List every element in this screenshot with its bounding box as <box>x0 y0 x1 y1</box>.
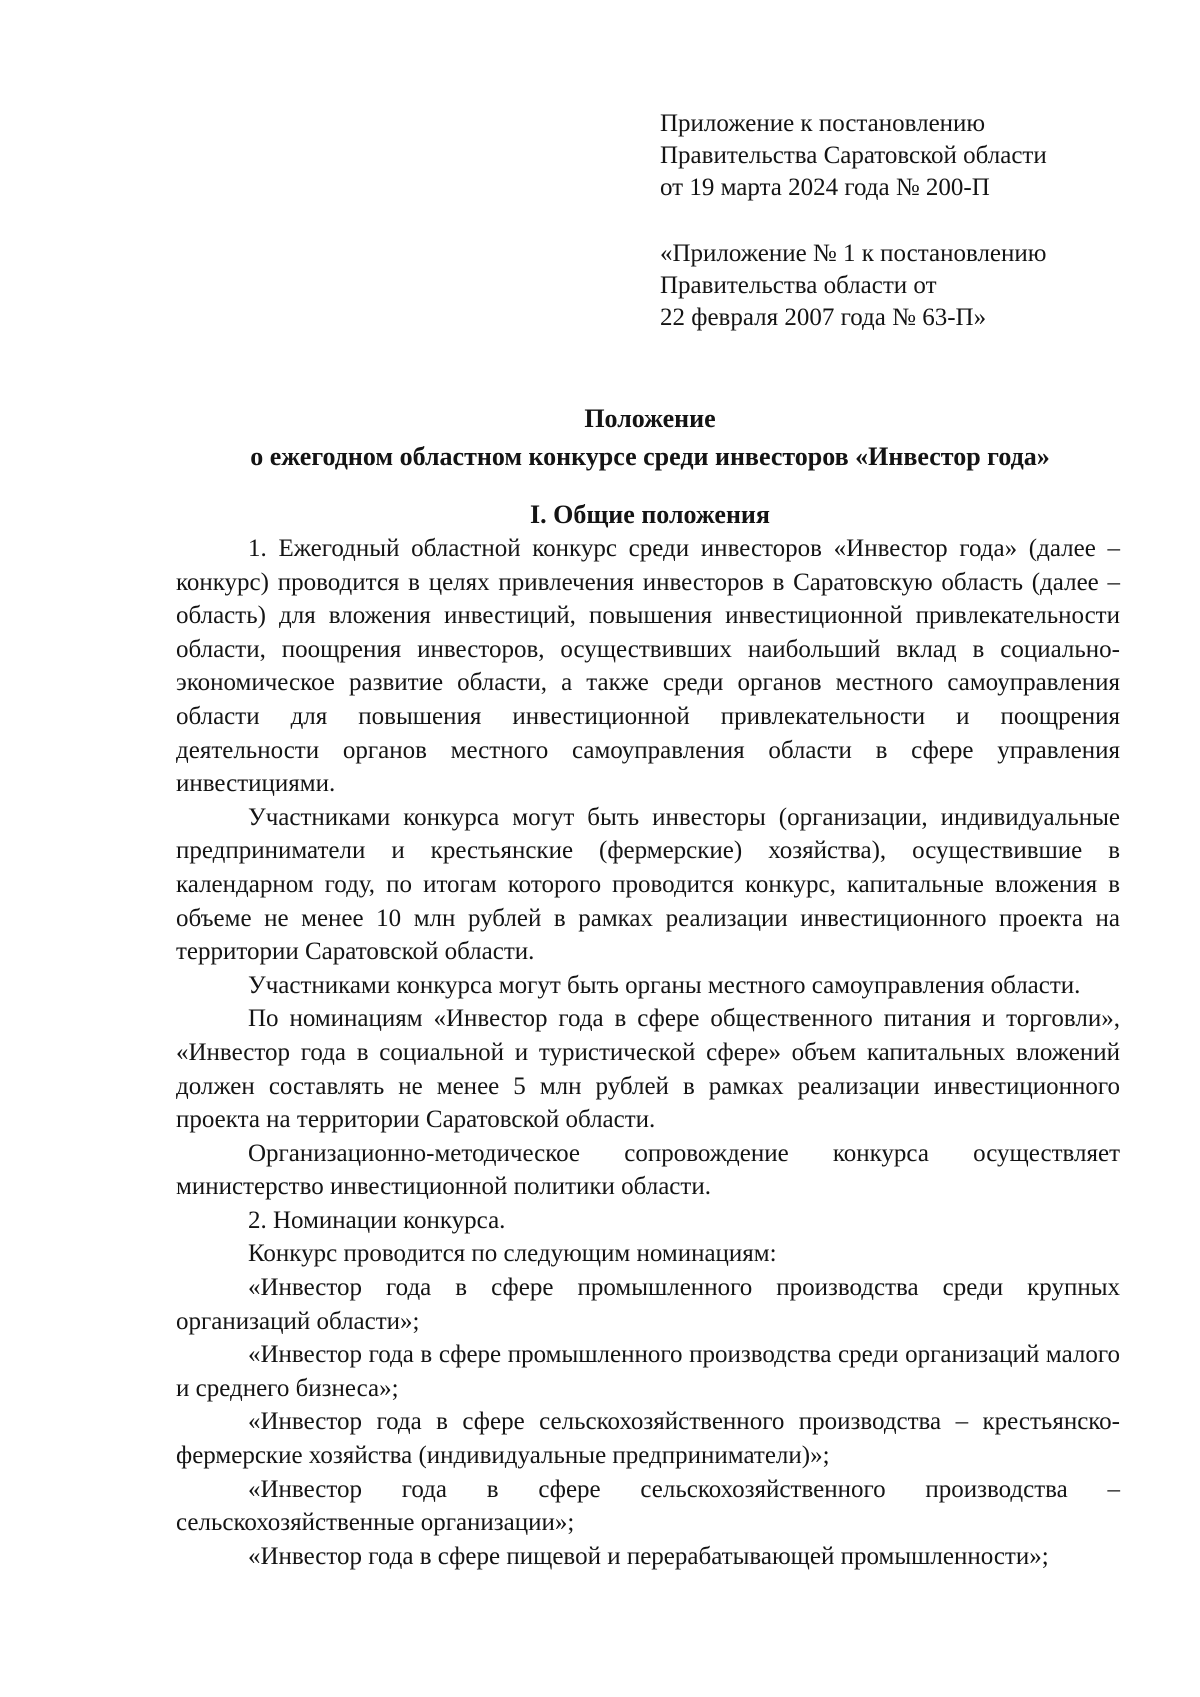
appendix-header-line: Правительства Саратовской области <box>660 142 1047 169</box>
original-appendix-line: 22 февраля 2007 года № 63-П» <box>660 304 987 331</box>
paragraph: Участниками конкурса могут быть инвесторы (организации, индивидуальные предприниматели и крестьянские (фермерские) хозяйства), осуществившие в календарном году, по итогам которого проводится конкурс, капитальные вложения в объеме не менее 10 млн рублей в рамках реализации инвестиционного проекта на территории Саратовской области. <box>176 803 1120 966</box>
appendix-header-line: от 19 марта 2024 года № 200-П <box>660 174 990 201</box>
paragraph: По номинациям «Инвестор года в сфере общественного питания и торговли», «Инвестор года в социальной и туристической сфере» объем капитальных вложений должен составлять не менее 5 млн рублей в рамках реализации инвестиционного проекта на территории Саратовской области. <box>176 1005 1120 1134</box>
document-title-line: Положение <box>584 404 716 433</box>
nomination-item: «Инвестор года в сфере промышленного производства среди крупных организаций области»; <box>176 1274 1120 1335</box>
paragraph: 1. Ежегодный областной конкурс среди инвесторов «Инвестор года» (далее – конкурс) проводится в целях привлечения инвесторов в Саратовскую область (далее – область) для вложения инвестиций, повышения инвестиционной привлекательности области, поощрения инвесторов, осуществивших наибольший вклад в социально-экономическое развитие области, а также среди органов местного самоуправления области для повышения инвестиционной привлекательности и поощрения деятельности органов местного самоуправления области в сфере управления инвестициями. <box>176 535 1120 798</box>
document-subtitle-line: о ежегодном областном конкурсе среди инвесторов «Инвестор года» <box>250 442 1050 471</box>
original-appendix-line: Правительства области от <box>660 272 937 299</box>
paragraph: Организационно-методическое сопровождение конкурса осуществляет министерство инвестиционной политики области. <box>176 1139 1120 1201</box>
section-heading: I. Общие положения <box>530 500 770 529</box>
original-appendix-header <box>660 238 1130 334</box>
paragraph: Участниками конкурса могут быть органы местного самоуправления области. <box>248 971 1081 999</box>
nomination-item: «Инвестор года в сфере промышленного производства среди организаций малого и среднего бизнеса»; <box>176 1341 1120 1402</box>
nomination-item: «Инвестор года в сфере сельскохозяйственного производства – крестьянско-фермерские хозяйства (индивидуальные предприниматели)»; <box>176 1408 1120 1470</box>
appendix-header-line: Приложение к постановлению <box>660 110 986 137</box>
paragraph: 2. Номинации конкурса. <box>248 1206 506 1234</box>
document-title <box>176 400 1124 476</box>
paragraph: Конкурс проводится по следующим номинациям: <box>248 1240 777 1268</box>
nomination-item: «Инвестор года в сфере сельскохозяйственного производства – сельскохозяйственные организации»; <box>176 1475 1120 1537</box>
appendix-header <box>660 108 1130 204</box>
document-body <box>176 532 1120 1573</box>
nomination-item: «Инвестор года в сфере пищевой и перерабатывающей промышленности»; <box>248 1542 1049 1570</box>
original-appendix-line: «Приложение № 1 к постановлению <box>660 240 1047 267</box>
